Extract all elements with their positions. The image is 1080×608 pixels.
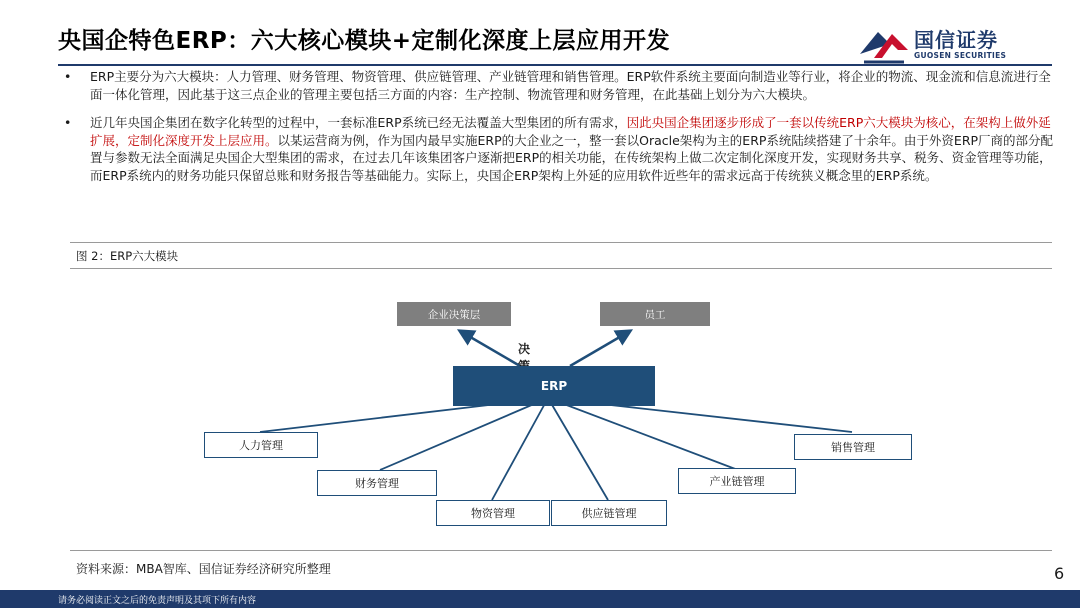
- arrow-to-decision-layer: [460, 331, 520, 366]
- figure-title-rule: [70, 268, 1052, 269]
- company-logo: [858, 20, 1038, 70]
- module-box-finance: 财务管理: [317, 470, 437, 496]
- bullet-text-normal: 以某运营商为例，作为国内最早实施ERP的大企业之一，整一套以Oracle架构为主的ERP系统陆续搭建了十余年。由于外资ERP厂商的部分配置与参数无法全面满足央国企大型集团的需求，在过去几年该集团客户逐渐把ERP的相关功能，在传统架构上做二次定制化深度开发，实现财务共享、税务、资金管理等功能，而ERP系统内的财务功能只保留总账和财务报告等基础能力。实际上，央国企ERP架构上外延的应用软件近些年的需求远高于传统狭义概念里的ERP系统。: [90, 132, 1054, 183]
- module-box-supply-chain: 供应链管理: [551, 500, 667, 526]
- bullet-marker: •: [64, 69, 72, 84]
- header-divider: [58, 64, 1052, 66]
- bullet-item: [60, 114, 1056, 184]
- decision-layer-box: 企业决策层: [397, 302, 511, 326]
- page-number: 6: [1054, 564, 1065, 583]
- bullet-text-highlight: 因此央国企集团逐步形成了一套以传统ERP六大模块为核心，在架构上做外延扩展，定制化深度开发上层应用。: [90, 115, 1051, 148]
- source-note: 资料来源：MBA智库、国信证券经济研究所整理: [76, 562, 331, 576]
- logo-text: 国信证券: [914, 28, 998, 52]
- bullet-text-normal: 近几年央国企集团在数字化转型的过程中，一套标准ERP系统已经无法覆盖大型集团的所有需求，: [90, 115, 627, 130]
- figure-title: 图 2：ERP六大模块: [76, 249, 179, 263]
- source-rule: [70, 550, 1052, 551]
- module-box-industry-chain: 产业链管理: [678, 468, 796, 494]
- figure-top-rule: [70, 242, 1052, 243]
- erp-center-box: ERP: [453, 366, 655, 406]
- module-box-hr: 人力管理: [204, 432, 318, 458]
- link-materials: [492, 398, 548, 500]
- bullet-list: [60, 68, 1056, 195]
- bullet-marker: •: [64, 115, 72, 130]
- module-box-materials: 物资管理: [436, 500, 550, 526]
- bullet-item: [60, 68, 1056, 103]
- bullet-text: [90, 114, 1056, 184]
- decision-support-label: 决: [518, 342, 531, 356]
- footer-disclaimer: 请务必阅读正文之后的免责声明及其项下所有内容: [58, 596, 257, 606]
- link-supply-chain: [548, 398, 608, 500]
- footer-bar: [0, 590, 1080, 608]
- logo-subtext: GUOSEN SECURITIES: [914, 51, 1007, 60]
- module-box-sales: 销售管理: [794, 434, 912, 460]
- arrow-to-employees: [570, 331, 630, 366]
- logo-mark-icon: [858, 20, 910, 68]
- employees-box: 员工: [600, 302, 710, 326]
- page-title: 央国企特色ERP：六大核心模块+定制化深度上层应用开发: [58, 28, 671, 54]
- bullet-text: ERP主要分为六大模块：人力管理、财务管理、物资管理、供应链管理、产业链管理和销售管理。ERP软件系统主要面向制造业等行业，将企业的物流、现金流和信息流进行全面一体化管理，因此基于这三点企业的管理主要包括三方面的内容：生产控制、物流管理和财务管理，在此基础上划分为六大模块。: [90, 69, 1051, 102]
